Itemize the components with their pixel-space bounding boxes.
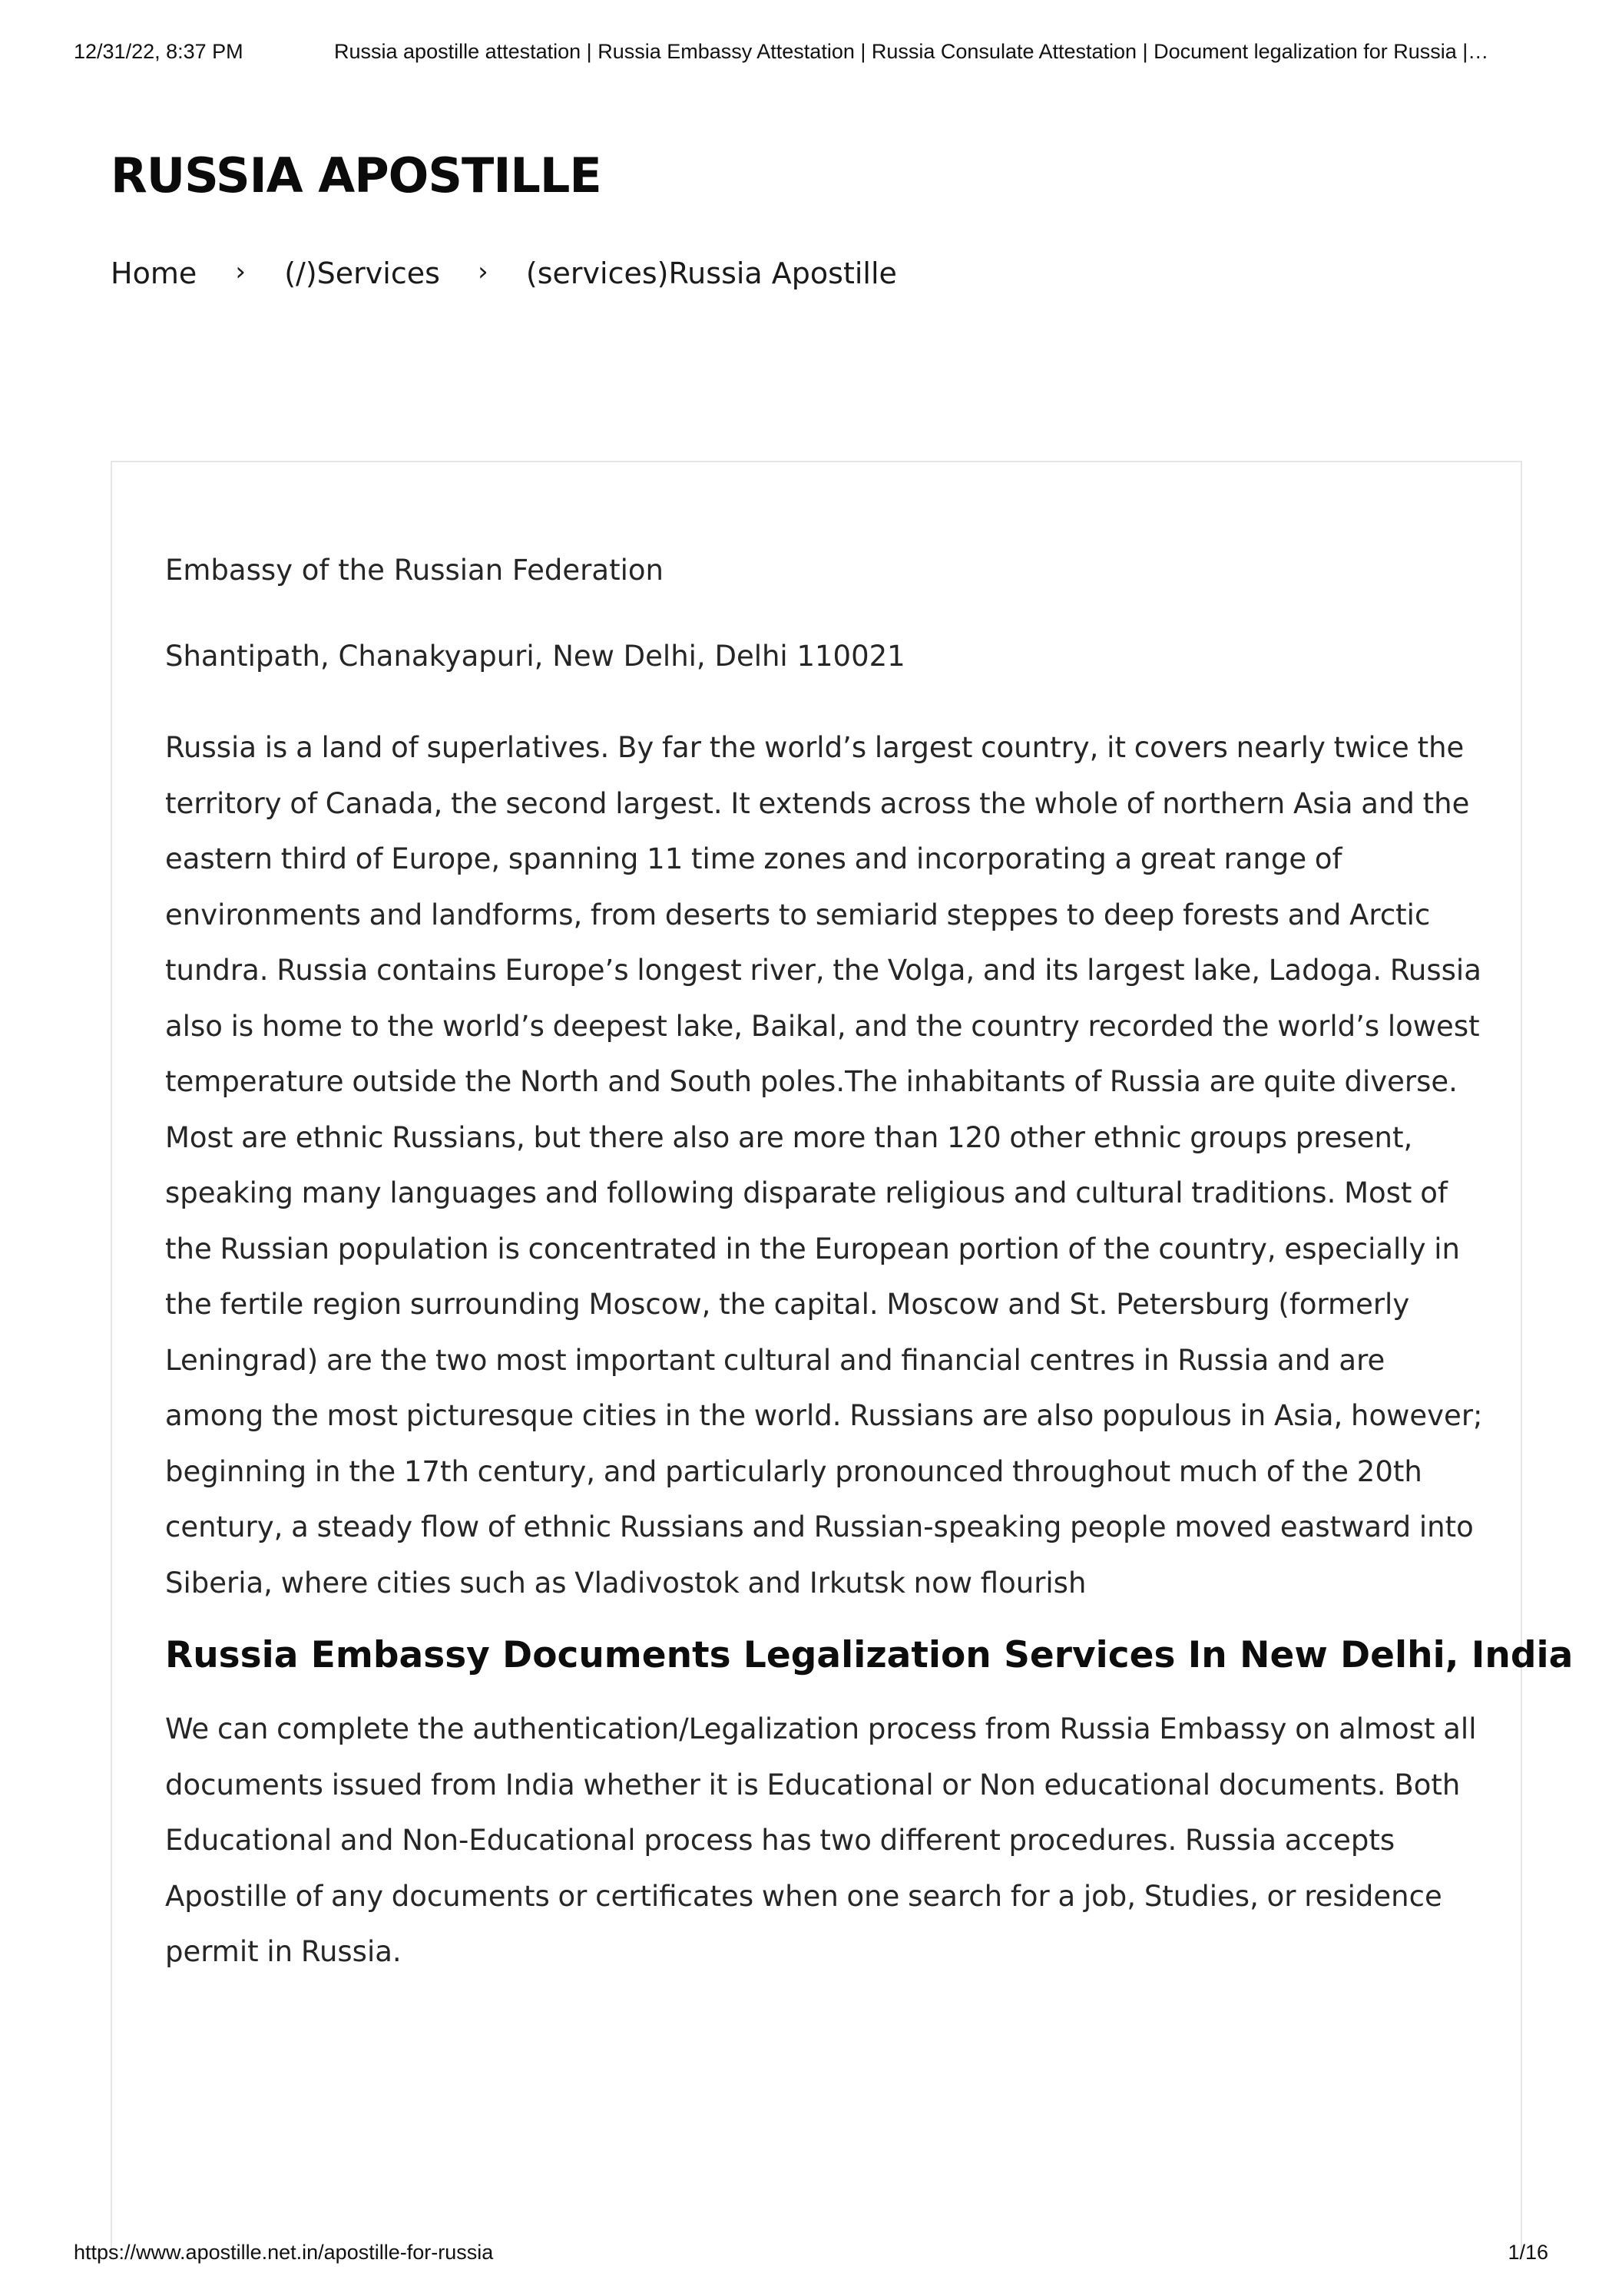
breadcrumb-services-link[interactable]: (/)Services xyxy=(284,256,440,290)
section-paragraph: We can complete the authentication/Legalization process from Russia Embassy on almost all documents issued from India whether it is Educational or Non educational documents. Both Educational and Non-Educational process has two different procedures. Russia accepts Apostille of any documents or certificates when one search for a job, Studies, or residence permit in Russia. xyxy=(165,1712,1477,1968)
embassy-name: Embassy of the Russian Federation xyxy=(165,554,664,587)
print-url: https://www.apostille.net.in/apostille-for-russia xyxy=(74,2241,494,2264)
print-footer xyxy=(74,2241,1548,2268)
content-body xyxy=(165,551,1574,1980)
section-heading: Russia Embassy Documents Legalization Services In New Delhi, India xyxy=(165,1634,1574,1676)
print-document-title: Russia apostille attestation | Russia Embassy Attestation | Russia Consulate Attestation | Document legalization for Russia |… xyxy=(334,40,1489,63)
embassy-address: Shantipath, Chanakyapuri, New Delhi, Delhi 110021 xyxy=(165,640,905,673)
print-datetime: 12/31/22, 8:37 PM xyxy=(74,40,243,63)
breadcrumb-home-link[interactable]: Home xyxy=(111,256,197,290)
page-title: RUSSIA APOSTILLE xyxy=(111,147,601,203)
print-header xyxy=(74,40,1548,71)
print-page-indicator: 1/16 xyxy=(1508,2241,1548,2264)
breadcrumb-current-page: (services)Russia Apostille xyxy=(525,256,897,290)
intro-paragraph: Russia is a land of superlatives. By far the world’s largest country, it covers nearly twice the territory of Canada, the second largest. It extends across the whole of northern Asia and the eastern third of Europe, spanning 11 time zones and incorporating a great range of environments and landforms, from deserts to semiarid steppes to deep forests and Arctic tundra. Russia contains Europe’s longest river, the Volga, and its largest lake, Ladoga. Russia also is home to the world’s deepest lake, Baikal, and the country recorded the world’s lowest temperature outside the North and South poles.The inhabitants of Russia are quite diverse. Most are ethnic Russians, but there also are more than 120 other ethnic groups present, speaking many languages and following disparate religious and cultural traditions. Most of the Russian population is concentrated in the European portion of the country, especially in the fertile region surrounding Moscow, the capital. Moscow and St. Petersburg (formerly Leningrad) are the two most important cultural and financial centres in Russia and are among the most picturesque cities in the world. Russians are also populous in Asia, however; beginning in the 17th century, and particularly pronounced throughout much of the 20th century, a steady flow of ethnic Russians and Russian-speaking people moved eastward into Siberia, where cities such as Vladivostok and Irkutsk now flourish xyxy=(165,731,1483,1600)
breadcrumb-separator-icon: › xyxy=(235,256,247,287)
breadcrumb-separator-icon: › xyxy=(478,256,488,287)
breadcrumb xyxy=(111,256,897,290)
